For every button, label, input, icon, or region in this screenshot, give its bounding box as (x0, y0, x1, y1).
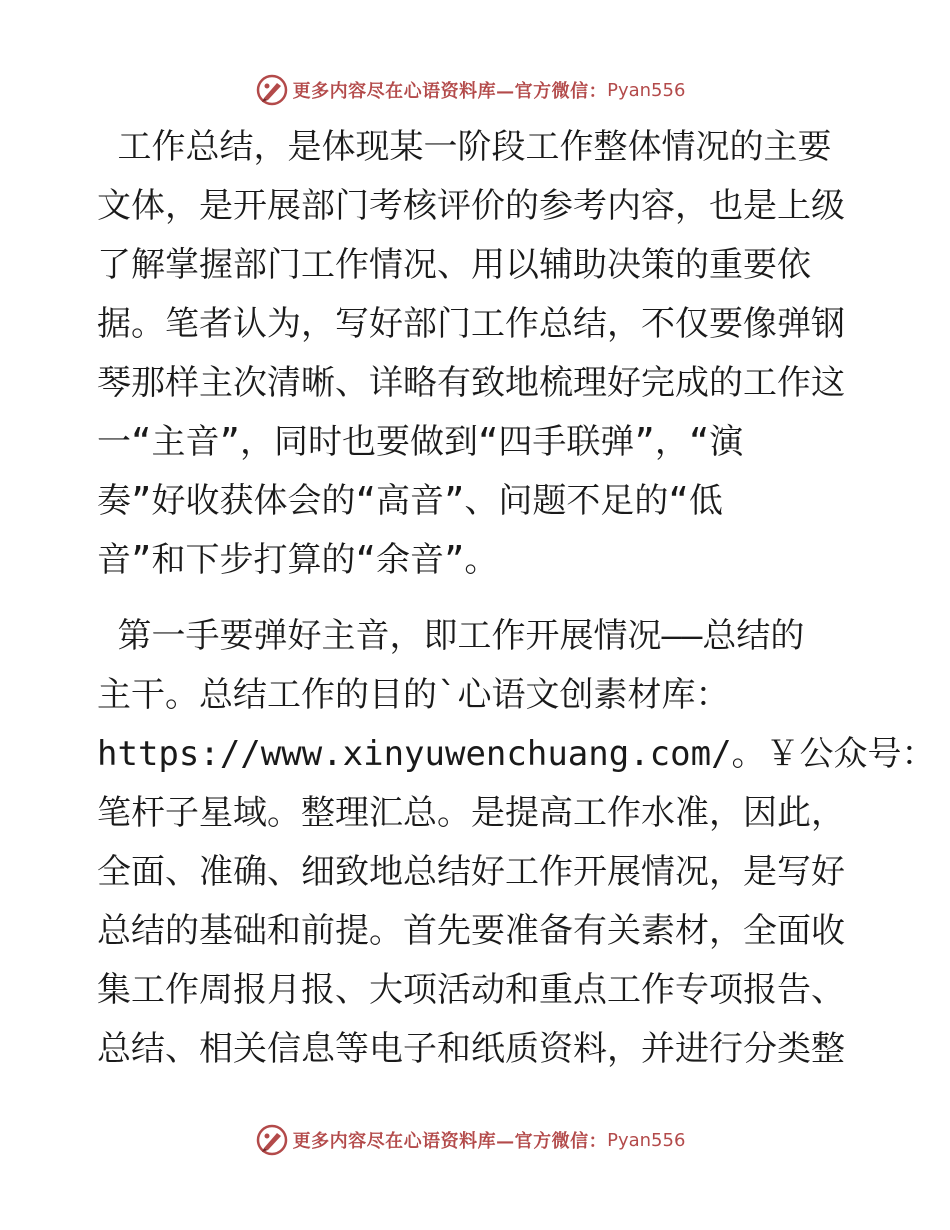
paragraph-line: 工作总结，是体现某一阶段工作整体情况的主要 (97, 127, 832, 167)
paragraph-line: 奏”好收获体会的“高音”、问题不足的“低 (97, 481, 723, 521)
paragraph-line: 琴那样主次清晰、详略有致地梳理好完成的工作这 (97, 363, 845, 403)
footer-banner-text: 更多内容尽在心语资料库—官方微信： (292, 1131, 608, 1152)
header-banner-handle: Pyan556 (607, 79, 686, 101)
paragraph-spacer (97, 590, 857, 607)
paragraph-line: 主干。总结工作的目的`心语文创素材库： (97, 675, 730, 715)
header-banner-text: 更多内容尽在心语资料库—官方微信： (292, 81, 608, 102)
header-banner-content (255, 73, 686, 107)
paragraph-line: 据。笔者认为，写好部门工作总结，不仅要像弹钢 (97, 304, 845, 344)
header-banner (0, 70, 950, 110)
paragraph-line: 文体，是开展部门考核评价的参考内容，也是上级 (97, 186, 845, 226)
paragraph-line: 笔杆子星域。整理汇总。是提高工作水准，因此， (97, 793, 845, 833)
pen-logo-icon (255, 1123, 289, 1157)
paragraph-line: 全面、准确、细致地总结好工作开展情况，是写好 (97, 852, 845, 892)
paragraph-line: https://www.xinyuwenchuang.com/。￥公众号： (97, 734, 936, 774)
paragraph-line: 音”和下步打算的“余音”。 (97, 540, 499, 580)
paragraph-line: 总结、相关信息等电子和纸质资料，并进行分类整 (97, 1029, 845, 1069)
paragraph-line: 了解掌握部门工作情况、用以辅助决策的重要依 (97, 245, 811, 285)
footer-banner-content (255, 1123, 686, 1157)
footer-banner (0, 1120, 950, 1160)
paragraph-line: 总结的基础和前提。首先要准备有关素材，全面收 (97, 911, 845, 951)
pen-logo-icon (255, 73, 289, 107)
paragraph-line: 一“主音”，同时也要做到“四手联弹”，“演 (97, 422, 744, 462)
paragraph-2 (97, 607, 936, 1079)
paragraph-1 (97, 118, 857, 590)
paragraph-line: 集工作周报月报、大项活动和重点工作专项报告、 (97, 970, 845, 1010)
document-body (97, 118, 936, 1079)
footer-banner-handle: Pyan556 (607, 1129, 686, 1151)
paragraph-line: 第一手要弹好主音，即工作开展情况——总结的 (97, 616, 805, 656)
